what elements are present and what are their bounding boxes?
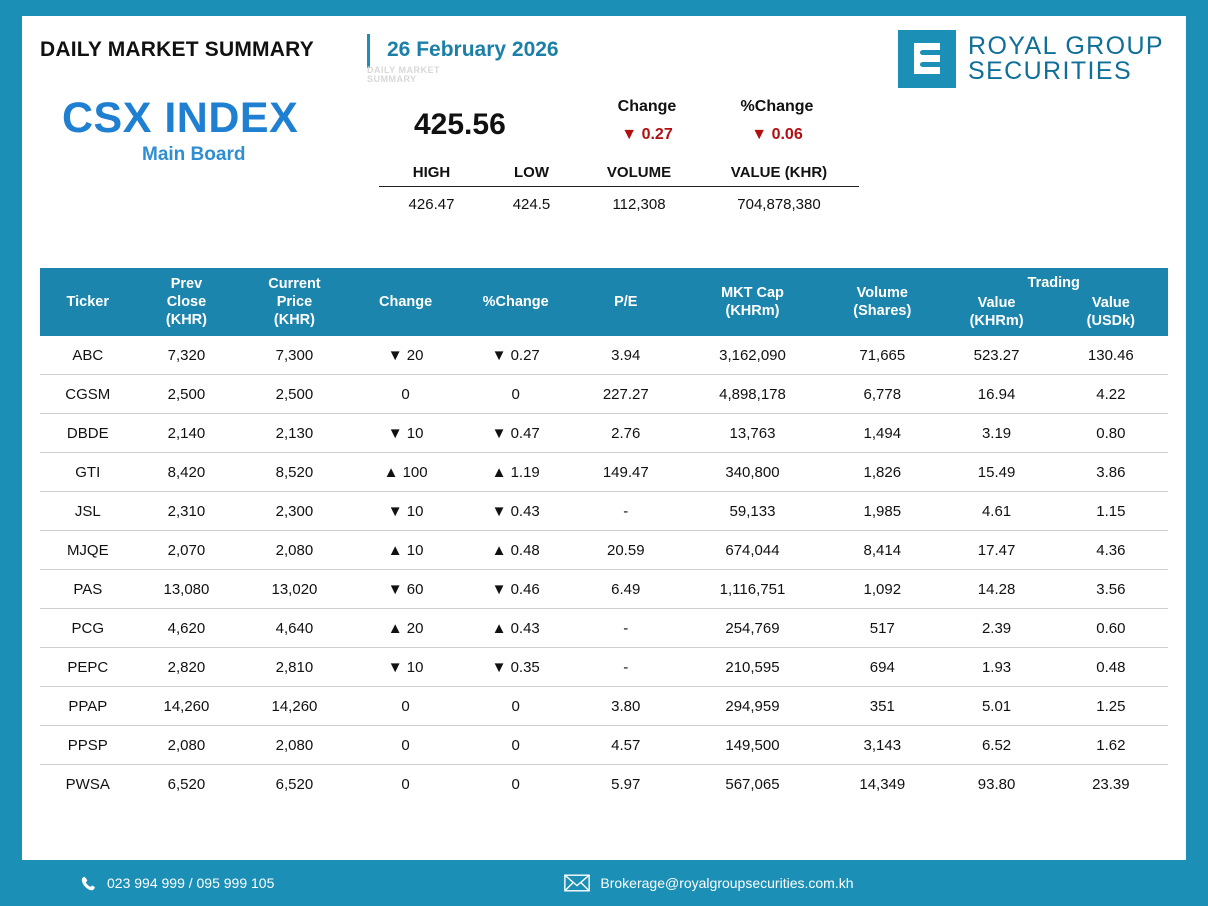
cell-ticker: PPSP [40,726,136,765]
cell-trading-value-usd: 23.39 [1054,765,1168,804]
header-row-1 [40,268,1168,294]
cell-pct-change: 0 [460,726,572,765]
cell-trading-value-usd: 130.46 [1054,336,1168,375]
col-header-pct-change: %Change [460,268,572,336]
cell-change: ▼ 20 [352,336,460,375]
index-change-label: Change [617,98,677,115]
cell-ticker: PPAP [40,687,136,726]
col-header-current-price-l1: Current [268,276,321,292]
table-row[interactable] [40,609,1168,648]
stat-value-low: 424.5 [512,196,551,213]
title-divider [367,34,370,68]
cell-trading-value-usd: 4.36 [1054,531,1168,570]
cell-pe: 5.97 [572,765,680,804]
cell-pe: 227.27 [572,375,680,414]
cell-volume: 3,143 [825,726,939,765]
cell-trading-value-khr: 14.28 [939,570,1053,609]
table-row[interactable] [40,765,1168,804]
cell-pct-change: ▼ 0.35 [460,648,572,687]
stat-header-volume: VOLUME [606,164,672,181]
cell-ticker: PCG [40,609,136,648]
cell-change: 0 [352,687,460,726]
table-row[interactable] [40,336,1168,375]
col-header-volume-l2: (Shares) [853,303,912,320]
col-header-mkt-cap [680,268,825,336]
col-header-current-price-l2: Price [276,294,313,311]
table-row[interactable] [40,726,1168,765]
col-header-trading-value-khr-l1: Value [977,295,1016,312]
cell-pct-change: ▼ 0.43 [460,492,572,531]
index-pct-change-block [722,98,832,144]
cell-mkt-cap: 13,763 [680,414,825,453]
col-header-prev-close-l1: Prev [170,276,203,292]
cell-mkt-cap: 674,044 [680,531,825,570]
col-header-trading-value-khr [939,294,1053,336]
col-header-prev-close-l3: (KHR) [165,312,207,329]
arrow-down-icon: ▼ [621,126,638,143]
cell-prev-close: 7,320 [136,336,238,375]
index-pct-change-value [722,126,832,144]
col-header-prev-close [136,268,238,336]
cell-change: ▼ 10 [352,492,460,531]
table-row[interactable] [40,375,1168,414]
col-header-prev-close-l2: Close [166,294,207,311]
footer-email [564,874,853,892]
cell-current-price: 6,520 [237,765,351,804]
logo-line-2: SECURITIES [968,57,1133,85]
cell-volume: 1,092 [825,570,939,609]
cell-current-price: 2,810 [237,648,351,687]
company-logo [898,30,1164,88]
cell-change: ▼ 10 [352,414,460,453]
cell-volume: 1,494 [825,414,939,453]
index-board: Main Board [142,144,246,165]
col-header-trading-value-usd-l1: Value [1091,295,1130,312]
cell-volume: 6,778 [825,375,939,414]
table-row[interactable] [40,648,1168,687]
logo-wordmark [968,34,1164,84]
cell-prev-close: 4,620 [136,609,238,648]
cell-mkt-cap: 294,959 [680,687,825,726]
cell-trading-value-khr: 2.39 [939,609,1053,648]
cell-ticker: DBDE [40,414,136,453]
cell-trading-value-usd: 3.56 [1054,570,1168,609]
cell-prev-close: 6,520 [136,765,238,804]
col-header-current-price-l3: (KHR) [273,312,315,329]
stat-value-high: 426.47 [408,196,455,213]
cell-change: ▲ 20 [352,609,460,648]
cell-change: ▲ 10 [352,531,460,570]
footer-phone [80,875,274,892]
stat-value-value: 704,878,380 [737,196,821,213]
cell-volume: 351 [825,687,939,726]
index-stats-header-row [379,164,859,187]
cell-current-price: 8,520 [237,453,351,492]
cell-mkt-cap: 3,162,090 [680,336,825,375]
index-summary [22,86,1186,251]
cell-ticker: PEPC [40,648,136,687]
cell-mkt-cap: 210,595 [680,648,825,687]
cell-pe: 2.76 [572,414,680,453]
cell-trading-value-usd: 0.60 [1054,609,1168,648]
index-pct-change-label: %Change [740,98,814,115]
cell-pe: - [572,648,680,687]
cell-trading-value-khr: 3.19 [939,414,1053,453]
index-change-number: 0.27 [641,126,673,143]
index-change-block [592,98,702,144]
cell-trading-value-usd: 4.22 [1054,375,1168,414]
cell-volume: 1,826 [825,453,939,492]
cell-mkt-cap: 149,500 [680,726,825,765]
footer-phone-text: 023 994 999 / 095 999 105 [107,875,275,891]
logo-line-1: ROYAL GROUP [968,32,1164,60]
cell-trading-value-usd: 1.25 [1054,687,1168,726]
cell-pe: 4.57 [572,726,680,765]
cell-current-price: 7,300 [237,336,351,375]
page-title: DAILY MARKET SUMMARY [40,38,314,61]
cell-prev-close: 2,080 [136,726,238,765]
cell-ticker: PWSA [40,765,136,804]
cell-pct-change: ▼ 0.27 [460,336,572,375]
col-header-trading-group: Trading [939,268,1168,294]
cell-prev-close: 13,080 [136,570,238,609]
cell-mkt-cap: 567,065 [680,765,825,804]
report-sheet [22,16,1186,860]
market-table [40,268,1168,803]
cell-prev-close: 2,140 [136,414,238,453]
index-stats-value-row [379,187,859,213]
cell-change: ▲ 100 [352,453,460,492]
index-value: 425.56 [414,108,506,141]
cell-prev-close: 2,820 [136,648,238,687]
cell-trading-value-usd: 1.15 [1054,492,1168,531]
cell-current-price: 2,080 [237,726,351,765]
cell-current-price: 2,130 [237,414,351,453]
cell-ticker: PAS [40,570,136,609]
phone-icon [80,875,97,892]
rgs-logo-icon [898,30,956,88]
cell-volume: 14,349 [825,765,939,804]
cell-trading-value-usd: 0.48 [1054,648,1168,687]
cell-pct-change: 0 [460,687,572,726]
cell-change: 0 [352,375,460,414]
cell-trading-value-khr: 523.27 [939,336,1053,375]
cell-trading-value-khr: 16.94 [939,375,1053,414]
col-header-mkt-cap-l1: MKT Cap [721,285,784,302]
table-row[interactable] [40,414,1168,453]
cell-trading-value-khr: 5.01 [939,687,1053,726]
cell-current-price: 13,020 [237,570,351,609]
table-row[interactable] [40,687,1168,726]
cell-current-price: 2,080 [237,531,351,570]
cell-change: ▼ 10 [352,648,460,687]
cell-volume: 1,985 [825,492,939,531]
envelope-icon [564,874,590,892]
cell-current-price: 2,500 [237,375,351,414]
cell-ticker: CGSM [40,375,136,414]
cell-prev-close: 2,310 [136,492,238,531]
cell-prev-close: 14,260 [136,687,238,726]
page-footer [0,860,1208,906]
cell-pct-change: ▼ 0.46 [460,570,572,609]
watermark-text [367,66,440,84]
cell-current-price: 2,300 [237,492,351,531]
cell-prev-close: 8,420 [136,453,238,492]
cell-pct-change: ▲ 0.43 [460,609,572,648]
report-date: 26 February 2026 [387,38,559,61]
cell-trading-value-khr: 1.93 [939,648,1053,687]
cell-pe: - [572,609,680,648]
index-change-value [592,126,702,144]
col-header-current-price [237,268,351,336]
cell-pct-change: 0 [460,375,572,414]
arrow-down-icon: ▼ [751,126,768,143]
cell-ticker: ABC [40,336,136,375]
cell-change: 0 [352,765,460,804]
watermark-line2: SUMMARY [367,74,417,84]
col-header-pe: P/E [572,268,680,336]
cell-mkt-cap: 1,116,751 [680,570,825,609]
cell-pe: 149.47 [572,453,680,492]
table-row[interactable] [40,492,1168,531]
index-name: CSX INDEX [62,94,299,142]
cell-volume: 694 [825,648,939,687]
cell-trading-value-khr: 93.80 [939,765,1053,804]
cell-trading-value-khr: 4.61 [939,492,1053,531]
cell-ticker: JSL [40,492,136,531]
cell-change: ▼ 60 [352,570,460,609]
index-pct-change-number: 0.06 [771,126,803,143]
cell-pe: 3.94 [572,336,680,375]
watermark-line1: DAILY MARKET [367,65,441,75]
col-header-volume [825,268,939,336]
cell-prev-close: 2,070 [136,531,238,570]
cell-trading-value-khr: 6.52 [939,726,1053,765]
cell-pct-change: ▲ 1.19 [460,453,572,492]
cell-current-price: 14,260 [237,687,351,726]
cell-pe: - [572,492,680,531]
cell-volume: 8,414 [825,531,939,570]
cell-current-price: 4,640 [237,609,351,648]
market-table-body [40,336,1168,803]
market-table-head [40,268,1168,336]
cell-trading-value-khr: 15.49 [939,453,1053,492]
stat-value-volume: 112,308 [612,196,666,213]
cell-ticker: MJQE [40,531,136,570]
cell-volume: 71,665 [825,336,939,375]
page-header [22,16,1186,86]
cell-pe: 20.59 [572,531,680,570]
cell-volume: 517 [825,609,939,648]
cell-pct-change: 0 [460,765,572,804]
cell-pct-change: ▲ 0.48 [460,531,572,570]
cell-change: 0 [352,726,460,765]
col-header-trading-value-usd-l2: (USDk) [1086,313,1136,330]
cell-pe: 3.80 [572,687,680,726]
cell-trading-value-khr: 17.47 [939,531,1053,570]
cell-ticker: GTI [40,453,136,492]
cell-mkt-cap: 4,898,178 [680,375,825,414]
col-header-trading-value-usd [1054,294,1168,336]
table-row[interactable] [40,531,1168,570]
cell-mkt-cap: 340,800 [680,453,825,492]
cell-mkt-cap: 254,769 [680,609,825,648]
cell-prev-close: 2,500 [136,375,238,414]
col-header-volume-l1: Volume [856,285,908,302]
index-stats-table [379,164,859,213]
col-header-ticker: Ticker [40,268,136,336]
cell-pe: 6.49 [572,570,680,609]
table-row[interactable] [40,570,1168,609]
col-header-trading-value-khr-l2: (KHRm) [969,313,1024,330]
col-header-mkt-cap-l2: (KHRm) [725,303,780,320]
table-row[interactable] [40,453,1168,492]
stat-header-high: HIGH [412,164,451,181]
cell-trading-value-usd: 0.80 [1054,414,1168,453]
stat-header-low: LOW [514,164,549,181]
col-header-change: Change [352,268,460,336]
cell-trading-value-usd: 3.86 [1054,453,1168,492]
cell-mkt-cap: 59,133 [680,492,825,531]
stat-header-value: VALUE (KHR) [730,164,828,181]
footer-email-text: Brokerage@royalgroupsecurities.com.kh [600,875,854,891]
cell-pct-change: ▼ 0.47 [460,414,572,453]
cell-trading-value-usd: 1.62 [1054,726,1168,765]
